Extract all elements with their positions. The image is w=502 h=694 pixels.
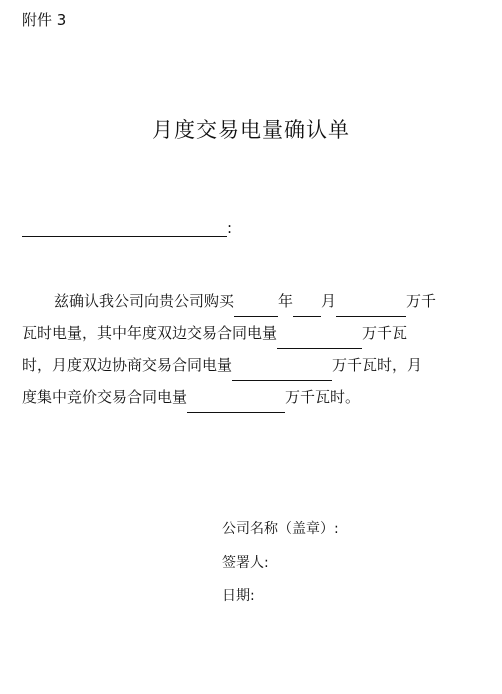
company-name-label: 公司名称（盖章）: [222,521,339,537]
body-line-2 [22,317,462,349]
confirmation-body [22,285,462,413]
year-label: 年 [278,292,294,310]
monthly-bilateral-blank[interactable] [232,362,332,381]
body-text-3b: 万千瓦时，月 [332,356,423,374]
body-text-1: 兹确认我公司向贵公司购买 [54,292,235,310]
unit-part-1: 万千 [406,292,437,310]
attachment-label: 附件 3 [22,11,67,29]
month-blank[interactable] [293,298,321,317]
annual-bilateral-blank[interactable] [277,330,362,349]
addressee-line [22,219,232,237]
body-line-1 [22,285,462,317]
body-text-4: 度集中竞价交易合同电量 [22,388,188,406]
body-line-4 [22,381,462,413]
body-line-3 [22,349,462,381]
total-quantity-blank[interactable] [336,298,406,317]
date-label: 日期: [222,588,255,604]
addressee-blank[interactable] [22,219,227,237]
month-label: 月 [321,292,337,310]
document-title: 月度交易电量确认单 [152,118,350,142]
signer-label: 签署人: [222,555,269,571]
body-text-3: 时，月度双边协商交易合同电量 [22,356,233,374]
body-text-2: 瓦时电量，其中年度双边交易合同电量 [22,324,278,342]
body-text-2b: 万千瓦 [362,324,408,342]
addressee-colon: : [227,219,233,237]
centralized-bidding-blank[interactable] [187,394,285,413]
year-blank[interactable] [234,298,278,317]
body-text-4b: 万千瓦时。 [285,388,361,406]
